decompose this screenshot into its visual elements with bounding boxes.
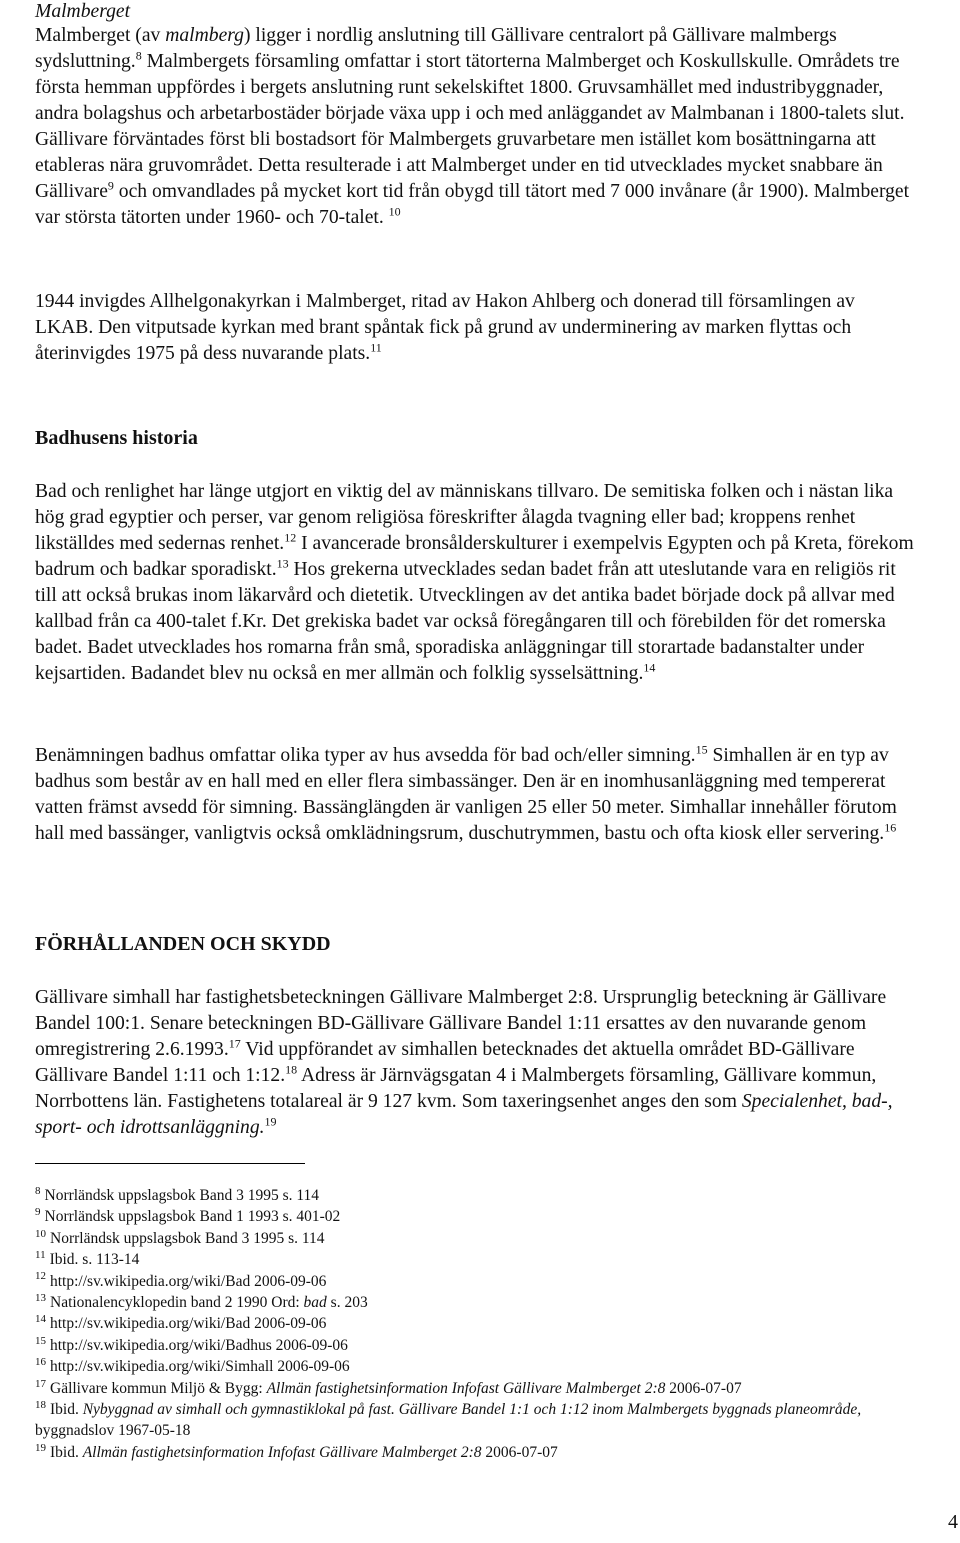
footnote-text bbox=[50, 1251, 140, 1268]
text-run: Norrländsk uppslagsbok Band 1 1993 s. 401-02 bbox=[44, 1208, 341, 1226]
footnote-reference: 18 bbox=[285, 1062, 298, 1077]
text-run: Malmberget (av bbox=[35, 25, 166, 46]
footnote-number: 15 bbox=[35, 1334, 46, 1347]
footnote-reference: 9 bbox=[107, 178, 114, 193]
footnote-reference: 11 bbox=[370, 340, 382, 355]
text-run: 2006-07-07 bbox=[481, 1443, 558, 1461]
footnote-text bbox=[50, 1337, 348, 1354]
footnote-text bbox=[50, 1230, 325, 1247]
footnote-text bbox=[45, 1208, 341, 1225]
text-run: Adress är Järnvägsgatan 4 i Malmbergets församling, Gällivare kommun, Norrbottens län. Fastighetens totalareal är 9 127 kvm. Som taxeringsenhet anges den som bbox=[35, 1065, 877, 1112]
footnote-reference: 17 bbox=[228, 1036, 241, 1051]
footnote-text bbox=[45, 1187, 320, 1204]
footnote-reference: 12 bbox=[284, 530, 297, 545]
italic-text: malmberg bbox=[165, 25, 244, 46]
footnote-12 bbox=[35, 1271, 935, 1292]
text-run: 2006-07-07 bbox=[665, 1379, 742, 1397]
paragraph-malmberget-history bbox=[35, 23, 915, 231]
section-heading-badhusens-historia: Badhusens historia bbox=[35, 427, 198, 449]
text-run: Ibid. s. 113-14 bbox=[49, 1251, 140, 1269]
text-run: s. 203 bbox=[326, 1294, 368, 1312]
text-run: Simhallen är en typ av badhus som består av en hall med en eller flera simbassänger. Den är en inomhusanläggning med tempererat vatten främst avsedd för simning. Bassänglängden är vanligen 25 eller 50 meter. Simhallar innehåller förutom hall med bassänger, vanligtvis också omklädningsrum, duschutrymmen, bastu och ofta kiosk eller servering. bbox=[35, 745, 897, 844]
footnote-11 bbox=[35, 1249, 935, 1270]
text-run: http://sv.wikipedia.org/wiki/Simhall 2006-09-06 bbox=[50, 1358, 350, 1376]
footnote-text bbox=[50, 1273, 326, 1290]
italic-text: Allmän fastighetsinformation Infofast Gällivare Malmberget 2:8 bbox=[266, 1379, 666, 1397]
text-run: http://sv.wikipedia.org/wiki/Bad 2006-09-06 bbox=[50, 1272, 327, 1290]
text-run: Ibid. bbox=[50, 1443, 83, 1461]
text-run: Gällivare simhall har fastighetsbeteckningen Gällivare Malmberget 2:8. Ursprunglig beteckning är Gällivare Bandel 100:1. Senare beteckningen BD-Gällivare Gällivare Bandel 1:11 ersattes av den nuvarande genom omregistrering 2.6.1993. bbox=[35, 987, 887, 1060]
footnote-number: 10 bbox=[35, 1227, 46, 1240]
footnote-number: 19 bbox=[35, 1441, 46, 1454]
footnote-text bbox=[35, 1398, 862, 1440]
page-number: 4 bbox=[948, 1511, 958, 1533]
footnote-text bbox=[50, 1444, 558, 1461]
text-run: http://sv.wikipedia.org/wiki/Bad 2006-09-06 bbox=[50, 1315, 327, 1333]
footnote-number: 11 bbox=[35, 1249, 46, 1262]
footnote-text bbox=[50, 1380, 742, 1397]
text-run: Norrländsk uppslagsbok Band 3 1995 s. 114 bbox=[44, 1187, 320, 1204]
italic-text: Specialenhet, bad-, sport- och idrottsanläggning. bbox=[35, 1091, 893, 1138]
text-run: byggnadslov 1967-05-18 bbox=[35, 1422, 191, 1440]
text-run: Benämningen badhus omfattar olika typer av hus avsedda för bad och/eller simning. bbox=[35, 745, 696, 766]
footnotes-list bbox=[35, 1185, 935, 1463]
text-run: 1944 invigdes Allhelgonakyrkan i Malmberget, ritad av Hakon Ahlberg och donerad till församlingen av LKAB. Den vitputsade kyrkan med brant spåntak fick på grund av underminering av marken flyttas och återinvigdes 1975 på dess nuvarande plats. bbox=[35, 291, 855, 364]
footnote-number: 16 bbox=[35, 1356, 46, 1369]
text-run: Malmbergets församling omfattar i stort tätorterna Malmberget och Koskullskulle. Områdets tre första hemman uppfördes i bergets anslutning runt sekelskiftet 1800. Gruvsamhället med industribyggnader, andra bolagshus och arbetarbostäder började växa upp i och med anläggandet av Malmbanan i 1800-talets slut. Gällivare förväntades först bli bostadsort för Malmbergets gruvarbetare men istället kom bosättningarna att etableras nära gruvområdet. Detta resulterade i att Malmberget under en tid utvecklades mycket snabbare än Gällivare bbox=[35, 51, 905, 202]
footnote-text bbox=[50, 1315, 326, 1332]
footnote-13 bbox=[35, 1292, 935, 1313]
footnote-19 bbox=[35, 1442, 935, 1463]
text-run: ) ligger i nordlig anslutning till Gällivare centralort på Gällivare malmbergs sydsluttning. bbox=[35, 25, 837, 72]
footnote-number: 18 bbox=[35, 1398, 46, 1411]
footnote-separator bbox=[35, 1163, 305, 1164]
footnote-10 bbox=[35, 1228, 935, 1249]
paragraph-property-info bbox=[35, 985, 915, 1141]
footnote-number: 14 bbox=[35, 1313, 46, 1326]
footnote-number: 13 bbox=[35, 1291, 46, 1304]
section-title-malmberget: Malmberget bbox=[35, 1, 131, 22]
footnote-16 bbox=[35, 1356, 935, 1377]
text-run: http://sv.wikipedia.org/wiki/Badhus 2006-09-06 bbox=[50, 1336, 348, 1354]
footnote-text bbox=[50, 1358, 350, 1375]
footnote-8 bbox=[35, 1185, 935, 1206]
text-run: Norrländsk uppslagsbok Band 3 1995 s. 114 bbox=[50, 1229, 325, 1247]
footnote-18 bbox=[35, 1399, 935, 1442]
footnote-reference: 13 bbox=[276, 556, 289, 571]
footnote-17 bbox=[35, 1378, 935, 1399]
footnote-reference: 10 bbox=[388, 204, 401, 219]
text-run: Vid uppförandet av simhallen betecknades det aktuella området BD-Gällivare Gällivare Bandel 1:11 och 1:12. bbox=[35, 1039, 855, 1086]
italic-text: bad bbox=[303, 1294, 327, 1312]
footnote-reference: 19 bbox=[264, 1114, 277, 1129]
italic-text: Nybyggnad av simhall och gymnastiklokal på fast. Gällivare Bandel 1:1 och 1:12 inom Malmbergets byggnads planeområde, bbox=[82, 1401, 862, 1419]
footnote-reference: 16 bbox=[884, 820, 897, 835]
section-heading-forhallanden: FÖRHÅLLANDEN OCH SKYDD bbox=[35, 933, 331, 955]
footnote-number: 12 bbox=[35, 1270, 46, 1283]
footnote-text bbox=[50, 1294, 368, 1311]
footnote-number: 8 bbox=[35, 1184, 41, 1197]
text-run: Hos grekerna utvecklades sedan badet från att uteslutande vara en religiös rit till att också brukas inom läkarvård och dietetik. Utvecklingen av det antika badet började dock på allvar med kallbad från ca 400-talet f.Kr. Det grekiska badet var också föregångaren till och förebilden för det romerska badet. Badet utvecklades hos romarna från små, sporadiska anläggningar till storartade badanstalter under kejsartiden. Badandet blev nu också en mer allmän och folklig sysselsättning. bbox=[35, 559, 896, 684]
text-run: Bad och renlighet har länge utgjort en viktig del av människans tillvaro. De semitiska folken och i nästan lika hög grad egyptier och perser, var genom religiösa föreskrifter ålagda tvagning eller bad; kroppens renhet likställdes med sedernas renhet. bbox=[35, 481, 894, 554]
text-run: Ibid. bbox=[50, 1401, 83, 1419]
text-run: och omvandlades på mycket kort tid från obygd till tätort med 7 000 invånare (år 1900). Malmberget var största tätorten under 1960- och 70-talet. bbox=[35, 181, 910, 228]
text-run: Nationalencyklopedin band 2 1990 Ord: bbox=[50, 1294, 304, 1312]
paragraph-allhelgonakyrkan bbox=[35, 289, 915, 367]
footnote-14 bbox=[35, 1313, 935, 1334]
footnote-9 bbox=[35, 1206, 935, 1227]
text-run: Gällivare kommun Miljö & Bygg: bbox=[50, 1379, 267, 1397]
footnote-number: 9 bbox=[35, 1206, 41, 1219]
footnote-15 bbox=[35, 1335, 935, 1356]
italic-text: Allmän fastighetsinformation Infofast Gällivare Malmberget 2:8 bbox=[82, 1443, 482, 1461]
text-run: I avancerade bronsålderskulturer i exempelvis Egypten och på Kreta, förekom badrum och badkar sporadiskt. bbox=[35, 533, 914, 580]
footnote-reference: 8 bbox=[135, 48, 142, 63]
footnote-number: 17 bbox=[35, 1377, 46, 1390]
footnote-reference: 14 bbox=[643, 660, 656, 675]
paragraph-bath-history bbox=[35, 479, 915, 687]
footnote-reference: 15 bbox=[695, 742, 708, 757]
paragraph-badhus-definition bbox=[35, 743, 915, 847]
